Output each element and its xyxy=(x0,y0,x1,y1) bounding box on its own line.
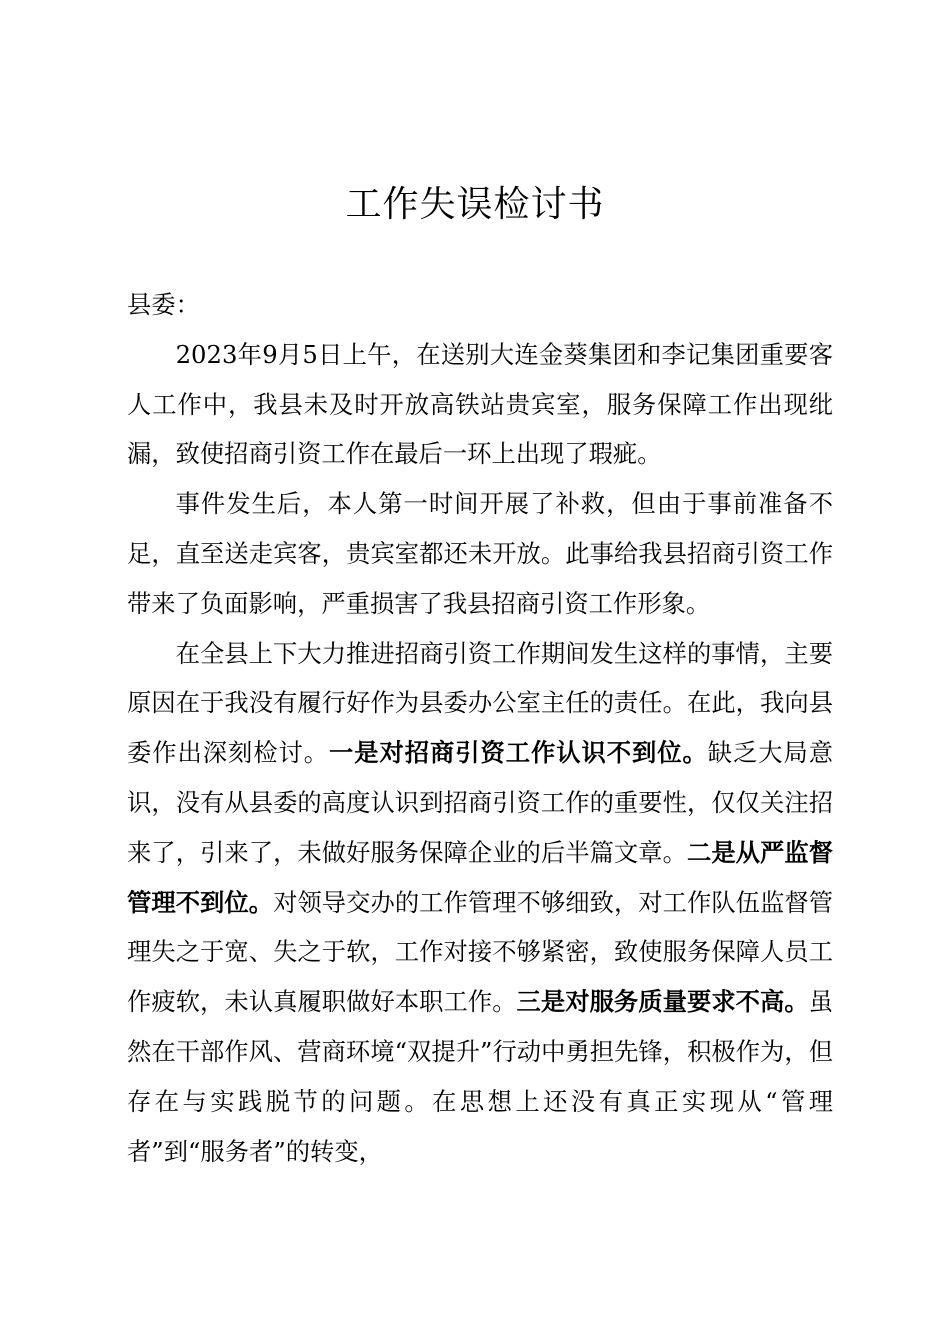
text-run: 虽然在干部作风、营商环境“双提升”行动中勇担先锋，积极作为，但存在与实践脱节的问题。在思想上还没有真正实现从“管理者”到“服务者”的转变， xyxy=(127,987,834,1166)
bold-heading-1: 一是对招商引资工作认识不到位。 xyxy=(329,738,708,768)
bold-heading-2: 二是从严监督管理不到位。 xyxy=(127,837,833,917)
text-run: 缺乏大局意识，没有从县委的高度认识到招商引资工作的重要性，仅仅关注招来了，引来了，未做好服务保障企业的后半篇文章。 xyxy=(127,738,834,867)
document-title: 工作失误检讨书 xyxy=(345,184,605,225)
text-run: 事件发生后，本人第一时间开展了补救，但由于事前准备不足，直至送走宾客，贵宾室都还未开放。此事给我县招商引资工作带来了负面影响，严重损害了我县招商引资工作形象。 xyxy=(127,489,833,618)
paragraph-2 xyxy=(127,479,833,628)
text-run: 在全县上下大力推进招商引资工作期间发生这样的事情，主要原因在于我没有履行好作为县委办公室主任的责任。在此，我向县委作出深刻检讨。 xyxy=(127,638,833,768)
paragraph-1 xyxy=(127,330,833,479)
bold-heading-3: 三是对服务质量要求不高。 xyxy=(516,987,809,1017)
salutation: 县委： xyxy=(127,290,200,319)
document-body xyxy=(127,280,833,1176)
paragraph-3 xyxy=(127,629,833,1177)
text-run: 2023年9月5日上午，在送别大连金葵集团和李记集团重要客人工作中，我县未及时开放高铁站贵宾室，服务保障工作出现纰漏，致使招商引资工作在最后一环上出现了瑕疵。 xyxy=(127,339,833,469)
text-run: 对领导交办的工作管理不够细致，对工作队伍监督管理失之于宽、失之于软，工作对接不够紧密，致使服务保障人员工作疲软，未认真履职做好本职工作。 xyxy=(127,887,834,1017)
